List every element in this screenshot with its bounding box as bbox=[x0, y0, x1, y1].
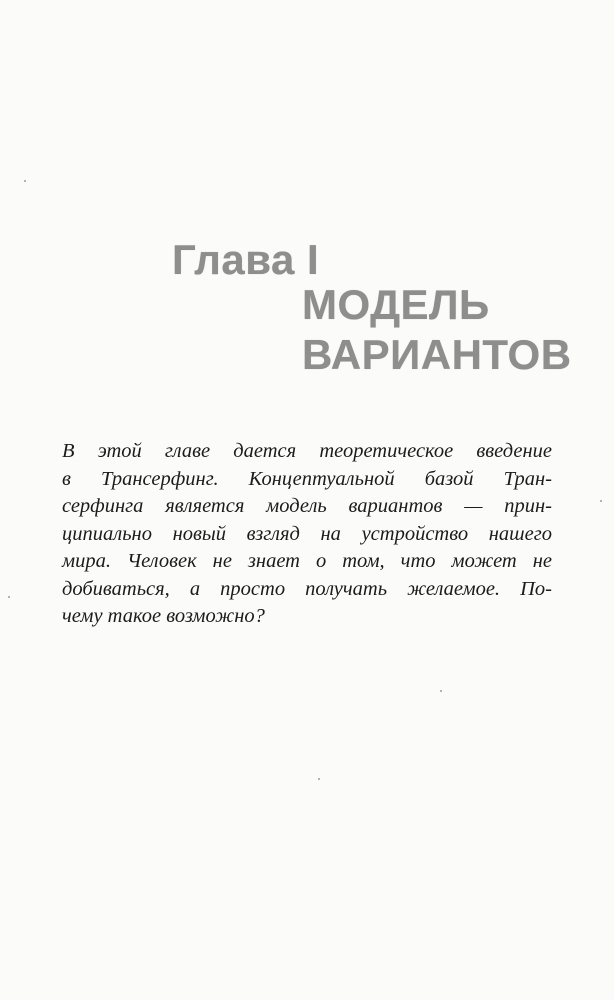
chapter-title bbox=[302, 280, 572, 380]
scan-speck bbox=[24, 180, 26, 182]
chapter-intro-paragraph bbox=[62, 438, 552, 631]
chapter-title-line-1: МОДЕЛЬ bbox=[302, 281, 490, 328]
chapter-title-line-2: ВАРИАНТОВ bbox=[302, 331, 572, 378]
scan-speck bbox=[318, 778, 320, 780]
chapter-label: Глава I bbox=[172, 236, 320, 283]
scan-speck bbox=[600, 500, 602, 502]
intro-line-2: в Трансерфинг. Концептуальной базой Тран- bbox=[62, 467, 552, 490]
intro-line-1: В этой главе дается теоретическое введение bbox=[62, 440, 552, 462]
intro-line-5: мира. Человек не знает о том, что может не bbox=[62, 550, 552, 572]
intro-line-7: чему такое возможно? bbox=[62, 605, 265, 627]
scan-speck bbox=[8, 596, 10, 598]
intro-line-3: серфинга является модель вариантов — прин- bbox=[62, 495, 552, 517]
scan-speck bbox=[440, 690, 442, 692]
intro-line-4: ципиально новый взгляд на устройство нашего bbox=[62, 522, 552, 545]
intro-line-6: добиваться, а просто получать желаемое. По- bbox=[62, 577, 552, 600]
